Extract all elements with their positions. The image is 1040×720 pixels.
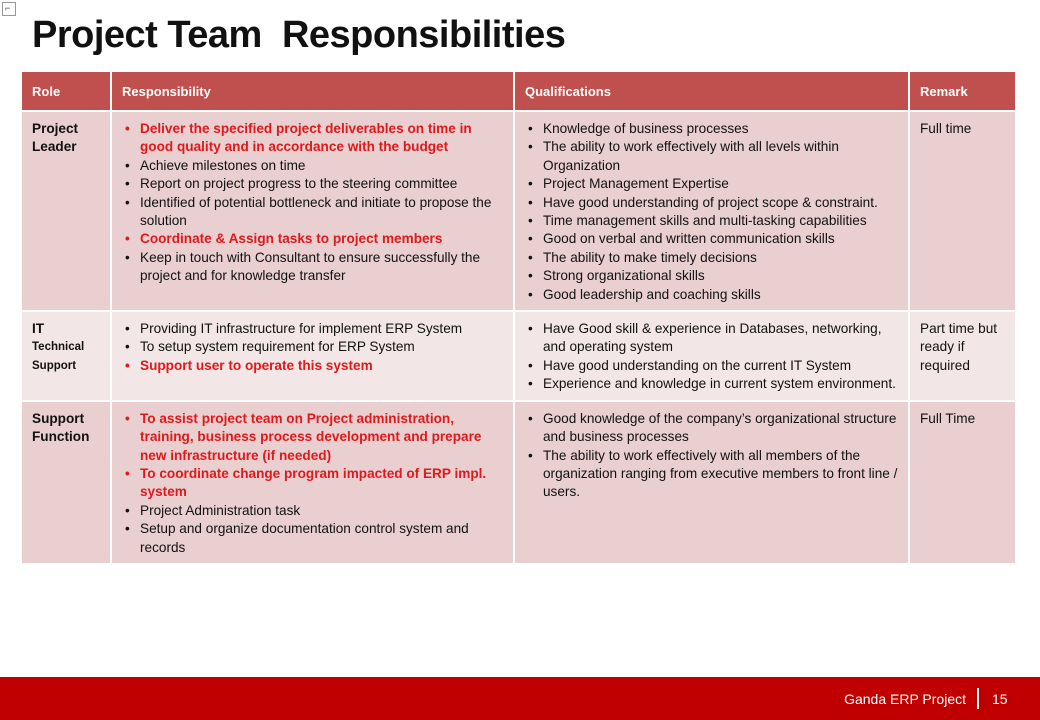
qualification-item: • Good knowledge of the company’s organizational structure and business processes xyxy=(525,410,898,447)
responsibility-item: • Deliver the specified project deliverables on time in good quality and in accordance with the budget xyxy=(122,120,503,157)
responsibility-item: • To setup system requirement for ERP System xyxy=(122,338,503,356)
table-row xyxy=(22,312,1015,402)
responsibility-item: • To assist project team on Project administration, training, business process development and prepare new infrastructure (if needed) xyxy=(122,410,503,465)
responsibility-item: • Support user to operate this system xyxy=(122,357,503,375)
table-row xyxy=(22,402,1015,565)
remark-cell: Part time but ready if required xyxy=(910,312,1015,402)
responsibility-item: • Providing IT infrastructure for implement ERP System xyxy=(122,320,503,338)
qualification-item: • Experience and knowledge in current system environment. xyxy=(525,375,898,393)
qualification-item: • The ability to make timely decisions xyxy=(525,249,898,267)
role-line: Support xyxy=(32,359,77,372)
qualification-item: • Knowledge of business processes xyxy=(525,120,898,138)
footer-project-name: Ganda ERP Project xyxy=(844,691,966,707)
responsibility-item: • Setup and organize documentation control system and records xyxy=(122,520,503,557)
page-number: 15 xyxy=(992,691,1008,707)
header-role: Role xyxy=(22,72,112,112)
qualification-item: • Strong organizational skills xyxy=(525,267,898,285)
header-responsibility: Responsibility xyxy=(112,72,515,112)
header-qualifications: Qualifications xyxy=(515,72,910,112)
qualification-item: • Time management skills and multi-tasking capabilities xyxy=(525,212,898,230)
qualifications-cell xyxy=(515,402,910,565)
responsibility-item: • To coordinate change program impacted of ERP impl. system xyxy=(122,465,503,502)
qualification-item: • Good on verbal and written communication skills xyxy=(525,230,898,248)
corner-marker-icon: ⌐ xyxy=(2,2,16,16)
role-line: Technical xyxy=(32,341,85,354)
qualifications-cell xyxy=(515,312,910,402)
role-line: IT xyxy=(32,321,45,337)
responsibility-cell xyxy=(112,312,515,402)
responsibility-cell xyxy=(112,112,515,312)
responsibility-item: • Report on project progress to the steering committee xyxy=(122,175,503,193)
qualification-item: • Have good understanding on the current IT System xyxy=(525,357,898,375)
qualification-item: • The ability to work effectively with all members of the organization ranging from executive members to front line / users. xyxy=(525,447,898,502)
footer-bar xyxy=(0,677,1040,720)
remark-cell: Full Time xyxy=(910,402,1015,565)
table-row xyxy=(22,112,1015,312)
responsibility-item: • Identified of potential bottleneck and initiate to propose the solution xyxy=(122,194,503,231)
table-header-row xyxy=(22,72,1015,112)
responsibility-cell xyxy=(112,402,515,565)
qualifications-cell xyxy=(515,112,910,312)
footer-divider xyxy=(977,688,979,709)
header-remark: Remark xyxy=(910,72,1015,112)
qualification-item: • Have Good skill & experience in Databases, networking, and operating system xyxy=(525,320,898,357)
qualification-item: • The ability to work effectively with all levels within Organization xyxy=(525,138,898,175)
qualification-item: • Good leadership and coaching skills xyxy=(525,286,898,304)
responsibilities-table xyxy=(22,72,1015,565)
responsibility-item: • Keep in touch with Consultant to ensure successfully the project and for knowledge transfer xyxy=(122,249,503,286)
responsibility-item: • Achieve milestones on time xyxy=(122,157,503,175)
role-cell: Project Leader xyxy=(22,112,112,312)
qualification-item: • Have good understanding of project scope & constraint. xyxy=(525,194,898,212)
page-title: Project Team Responsibilities xyxy=(32,14,566,56)
role-cell xyxy=(22,312,112,402)
role-cell: Support Function xyxy=(22,402,112,565)
qualification-item: • Project Management Expertise xyxy=(525,175,898,193)
responsibility-item: • Project Administration task xyxy=(122,502,503,520)
responsibility-item: • Coordinate & Assign tasks to project members xyxy=(122,230,503,248)
remark-cell: Full time xyxy=(910,112,1015,312)
